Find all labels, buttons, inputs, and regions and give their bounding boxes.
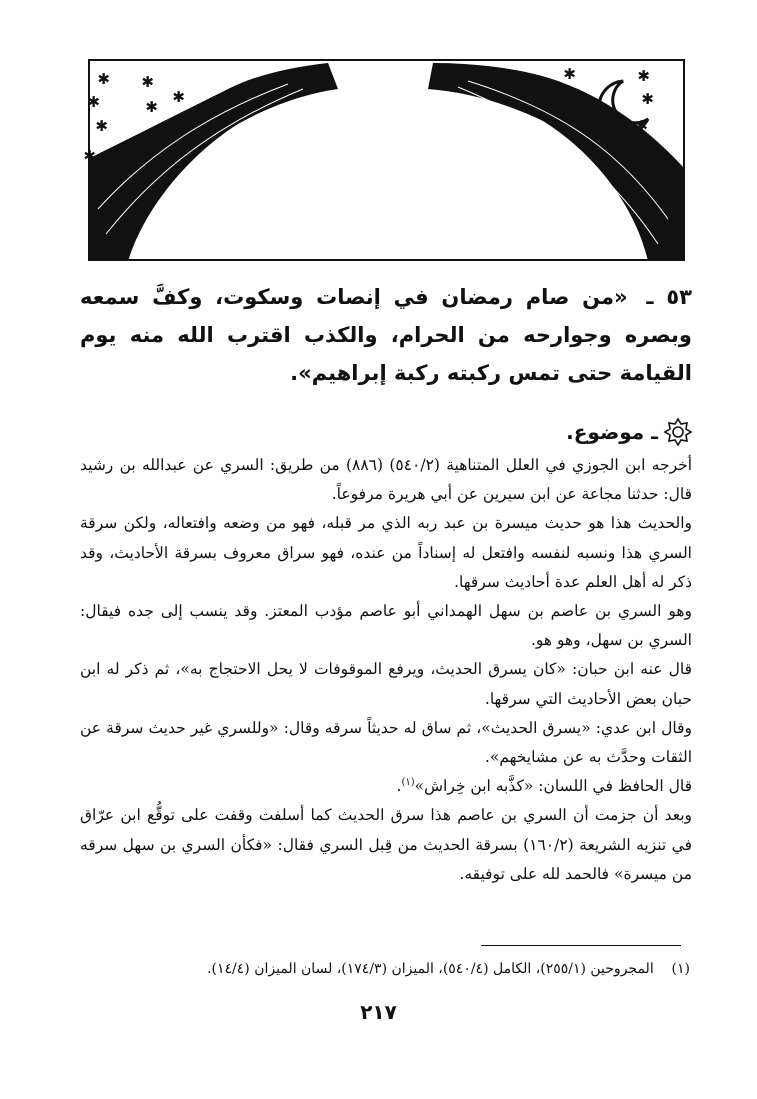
hadith-body: «من صام رمضان في إنصات وسكوت، وكفَّ سمعه وبصره وجوارحه من الحرام، والكذب اقترب الله منه يوم القيامة حتى تمس ركبته ركبة إبراهيم».	[80, 285, 692, 385]
star-icon: ✱	[172, 88, 185, 106]
paragraph: وبعد أن جزمت أن السري بن عاصم هذا سرق الحديث كما أسلفت وقفت على توقُّع ابن عرّاق في تنزيه الشريعة (١٦٠/٢) بسرقة الحديث من قِبل السري فقال: «فكأن السري بن سهل سرقه من ميسرة» فالحمد لله على توفيقه.	[80, 806, 692, 883]
star-icon: ✱	[641, 90, 654, 108]
star-icon: ✱	[637, 67, 650, 85]
star-icon: ✱	[97, 70, 110, 88]
star-icon: ✱	[83, 147, 96, 165]
footnote	[60, 956, 690, 982]
footnote-text: المجروحين (٢٥٥/١)، الكامل (٥٤٠/٤)، الميزان (١٧٤/٣)، لسان الميزان (١٤/٤).	[207, 961, 654, 977]
hadith-number: ٥٣ ـ	[646, 285, 692, 309]
page-number: ٢١٧	[360, 1000, 397, 1024]
paragraph: قال عنه ابن حبان: «كان يسرق الحديث، ويرفع الموقوفات لا يحل الاحتجاج به»، ثم ذكر له ابن حبان بعض الأحاديث التي سرقها.	[80, 660, 692, 708]
paragraph: قال الحافظ في اللسان: «كذَّبه ابن خِراش»$^{(١)}$.	[396, 777, 692, 796]
verdict-label: ـ موضوع.	[566, 420, 658, 444]
verdict-row	[80, 415, 692, 449]
hadith-text	[80, 278, 692, 392]
star-icon: ✱	[95, 117, 108, 135]
paragraph: وقال ابن عدي: «يسرق الحديث»، ثم ساق له حديثاً سرقه وقال: «وللسري غير حديث سرقة عن الثقات وحدَّث به عن مشايخهم».	[80, 718, 692, 767]
commentary	[80, 451, 692, 889]
star-icon: ✱	[145, 98, 158, 116]
paragraph: والحديث هذا هو حديث ميسرة بن عبد ربه الذي مر قبله، فهو من وضعه وافتعاله، ولكن سرقة السري هذا ونسبه لنفسه وافتعل له إسناداً من عنده، فهو سراق معروف بسرقة الأحاديث، وقد ذكر له أهل العلم عدة أحاديث سرقها.	[80, 514, 692, 591]
decorative-banner	[83, 59, 685, 261]
star-icon: ✱	[635, 117, 648, 135]
star-icon: ✱	[563, 65, 576, 83]
star-icon: ✱	[141, 73, 154, 91]
star-icon: ✱	[650, 145, 663, 163]
footnote-ref[interactable]: (١)	[401, 777, 415, 789]
star-icon: ✱	[87, 93, 100, 111]
paragraph: أخرجه ابن الجوزي في العلل المتناهية (٥٤٠/٢) (٨٨٦) من طريق: السري عن عبدالله بن رشيد قال: حدثنا مجاعة عن ابن سيرين عن أبي هريرة مرفوعاً.	[80, 456, 693, 504]
footnote-divider	[481, 945, 681, 946]
paragraph: وهو السري بن عاصم بن سهل الهمداني أبو عاصم مؤدب المعتز. وقد ينسب إلى جده فيقال: السري بن سهل، وهو هو.	[80, 602, 692, 650]
ornament-icon	[664, 418, 692, 446]
footnote-marker: (١)	[671, 961, 690, 977]
